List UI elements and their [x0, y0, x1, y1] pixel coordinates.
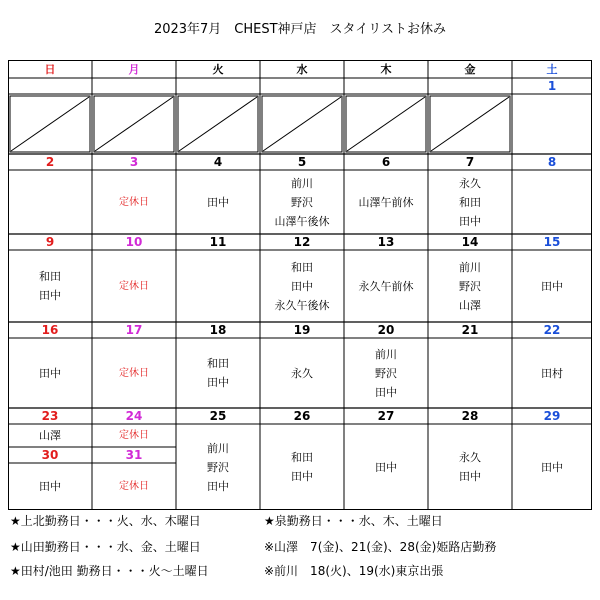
staff-entry: 野沢: [207, 460, 229, 474]
date-number: 19: [293, 322, 311, 337]
note-yamazawa: ※山澤 7(金)、21(金)、28(金)姫路店勤務: [264, 540, 497, 554]
empty-day-slash: [347, 97, 425, 151]
staff-entry: 田中: [375, 460, 397, 474]
day-entries: [176, 170, 260, 234]
date-number: 24: [125, 408, 143, 423]
note-yamada: ★山田勤務日・・・水、金、土曜日: [10, 540, 201, 554]
date-number: 1: [547, 78, 557, 93]
weekday-header: 月: [128, 62, 140, 76]
day-entries: [344, 170, 428, 234]
day-entries: [428, 170, 512, 234]
staff-entry: 前川: [375, 347, 397, 361]
calendar-grid: [8, 60, 592, 510]
weekday-header: 日: [44, 62, 56, 76]
day-entries: [512, 424, 592, 510]
day-entries: [176, 338, 260, 408]
date-number: 22: [543, 322, 561, 337]
closed-day-label: 定休日: [119, 430, 149, 441]
staff-entry: 山澤午後休: [274, 214, 330, 228]
date-number: 4: [213, 154, 223, 169]
date-number: 20: [377, 322, 395, 337]
day-entries: [176, 424, 260, 510]
staff-entry: 和田: [459, 195, 481, 209]
empty-day-slash: [179, 97, 257, 151]
day-entries: [92, 170, 176, 234]
day-entries: [344, 250, 428, 322]
date-number: 18: [209, 322, 227, 337]
staff-entry: 田中: [39, 289, 61, 302]
day-entries: [8, 250, 92, 322]
day-entries: [512, 250, 592, 322]
staff-entry: 山澤: [459, 298, 481, 312]
staff-entry: 前川: [207, 441, 229, 455]
day-entries: [8, 170, 92, 234]
day-entries: [92, 424, 176, 447]
staff-entry: 田中: [375, 385, 397, 399]
date-number: 8: [547, 154, 557, 169]
day-entries: [8, 463, 92, 510]
day-entries: [92, 463, 176, 510]
date-number: 25: [209, 408, 227, 423]
staff-entry: 永久: [291, 366, 313, 380]
staff-entry: 田中: [541, 279, 563, 293]
day-entries: [512, 338, 592, 408]
staff-entry: 野沢: [291, 195, 313, 209]
staff-entry: 永久午後休: [274, 298, 330, 312]
staff-entry: 野沢: [375, 366, 397, 380]
day-entries: [344, 338, 428, 408]
day-entries: [512, 94, 592, 154]
staff-entry: 野沢: [459, 279, 481, 293]
date-number: 15: [543, 234, 561, 249]
closed-day-label: 定休日: [119, 367, 149, 379]
day-entries: [260, 424, 344, 510]
date-number: 11: [209, 234, 227, 249]
staff-entry: 永久午前休: [358, 279, 414, 293]
day-entries: [260, 338, 344, 408]
staff-entry: 田中: [39, 366, 61, 380]
weekday-header: 火: [212, 62, 224, 76]
staff-entry: 田中: [207, 479, 229, 493]
staff-entry: 前川: [291, 176, 313, 190]
date-number: 16: [41, 322, 59, 337]
day-entries: [92, 338, 176, 408]
note-tamura-ikeda: ★田村/池田 勤務日・・・火～土曜日: [10, 564, 209, 578]
weekday-header: 土: [546, 62, 558, 76]
day-entries: [8, 424, 92, 447]
date-number: 9: [45, 234, 55, 249]
day-entries: [428, 338, 512, 408]
day-entries: [260, 250, 344, 322]
date-number: 2: [45, 154, 55, 169]
empty-day-slash: [11, 97, 89, 151]
staff-entry: 田中: [459, 470, 481, 483]
note-kamikita: ★上北勤務日・・・火、水、木曜日: [10, 514, 201, 528]
staff-entry: 田中: [207, 376, 229, 389]
note-maekawa: ※前川 18(火)、19(水)東京出張: [264, 564, 444, 578]
day-entries: [428, 424, 512, 510]
staff-entry: 田中: [459, 214, 481, 228]
page-title: 2023年7月 CHEST神戸店 スタイリストお休み: [153, 22, 447, 37]
date-number: 23: [41, 408, 59, 423]
date-number: 6: [381, 154, 391, 169]
date-number: 26: [293, 408, 311, 423]
staff-entry: 田中: [291, 279, 313, 293]
closed-day-label: 定休日: [119, 196, 149, 208]
closed-day-label: 定休日: [119, 280, 149, 292]
date-number: 13: [377, 234, 395, 249]
date-number: 29: [543, 408, 561, 423]
staff-entry: 和田: [207, 357, 229, 370]
date-number: 17: [125, 322, 143, 337]
day-entries: [512, 170, 592, 234]
day-entries: [344, 424, 428, 510]
day-entries: [260, 170, 344, 234]
date-number: 10: [125, 234, 143, 249]
weekday-header: 水: [296, 62, 308, 76]
weekday-header: 金: [464, 62, 476, 76]
staff-entry: 永久: [459, 176, 481, 190]
date-number: 5: [297, 154, 307, 169]
date-number: 14: [461, 234, 479, 249]
date-number: 7: [465, 154, 475, 169]
date-number: 30: [41, 447, 59, 462]
staff-entry: 前川: [459, 260, 481, 274]
staff-entry: 永久: [459, 451, 481, 464]
staff-entry: 和田: [39, 270, 61, 283]
empty-day-slash: [263, 97, 341, 151]
date-number: 12: [293, 234, 311, 249]
staff-entry: 田村: [541, 366, 563, 380]
staff-entry: 山澤: [39, 429, 61, 442]
empty-day-slash: [431, 97, 509, 151]
date-number: 21: [461, 322, 479, 337]
note-izumi: ★泉勤務日・・・水、木、土曜日: [264, 514, 443, 528]
day-entries: [176, 250, 260, 322]
staff-entry: 田中: [39, 480, 61, 493]
empty-day-slash: [95, 97, 173, 151]
staff-entry: 和田: [291, 260, 313, 274]
day-entries: [428, 250, 512, 322]
staff-entry: 田中: [207, 195, 229, 209]
weekday-header: 木: [380, 62, 392, 76]
staff-entry: 田中: [291, 470, 313, 483]
date-number: 28: [461, 408, 479, 423]
date-number: 27: [377, 408, 395, 423]
staff-entry: 山澤午前休: [358, 195, 414, 209]
staff-entry: 田中: [541, 460, 563, 474]
closed-day-label: 定休日: [119, 481, 149, 492]
date-number: 31: [125, 447, 143, 462]
day-entries: [8, 338, 92, 408]
staff-entry: 和田: [291, 451, 313, 464]
date-number: 3: [129, 154, 139, 169]
day-entries: [92, 250, 176, 322]
